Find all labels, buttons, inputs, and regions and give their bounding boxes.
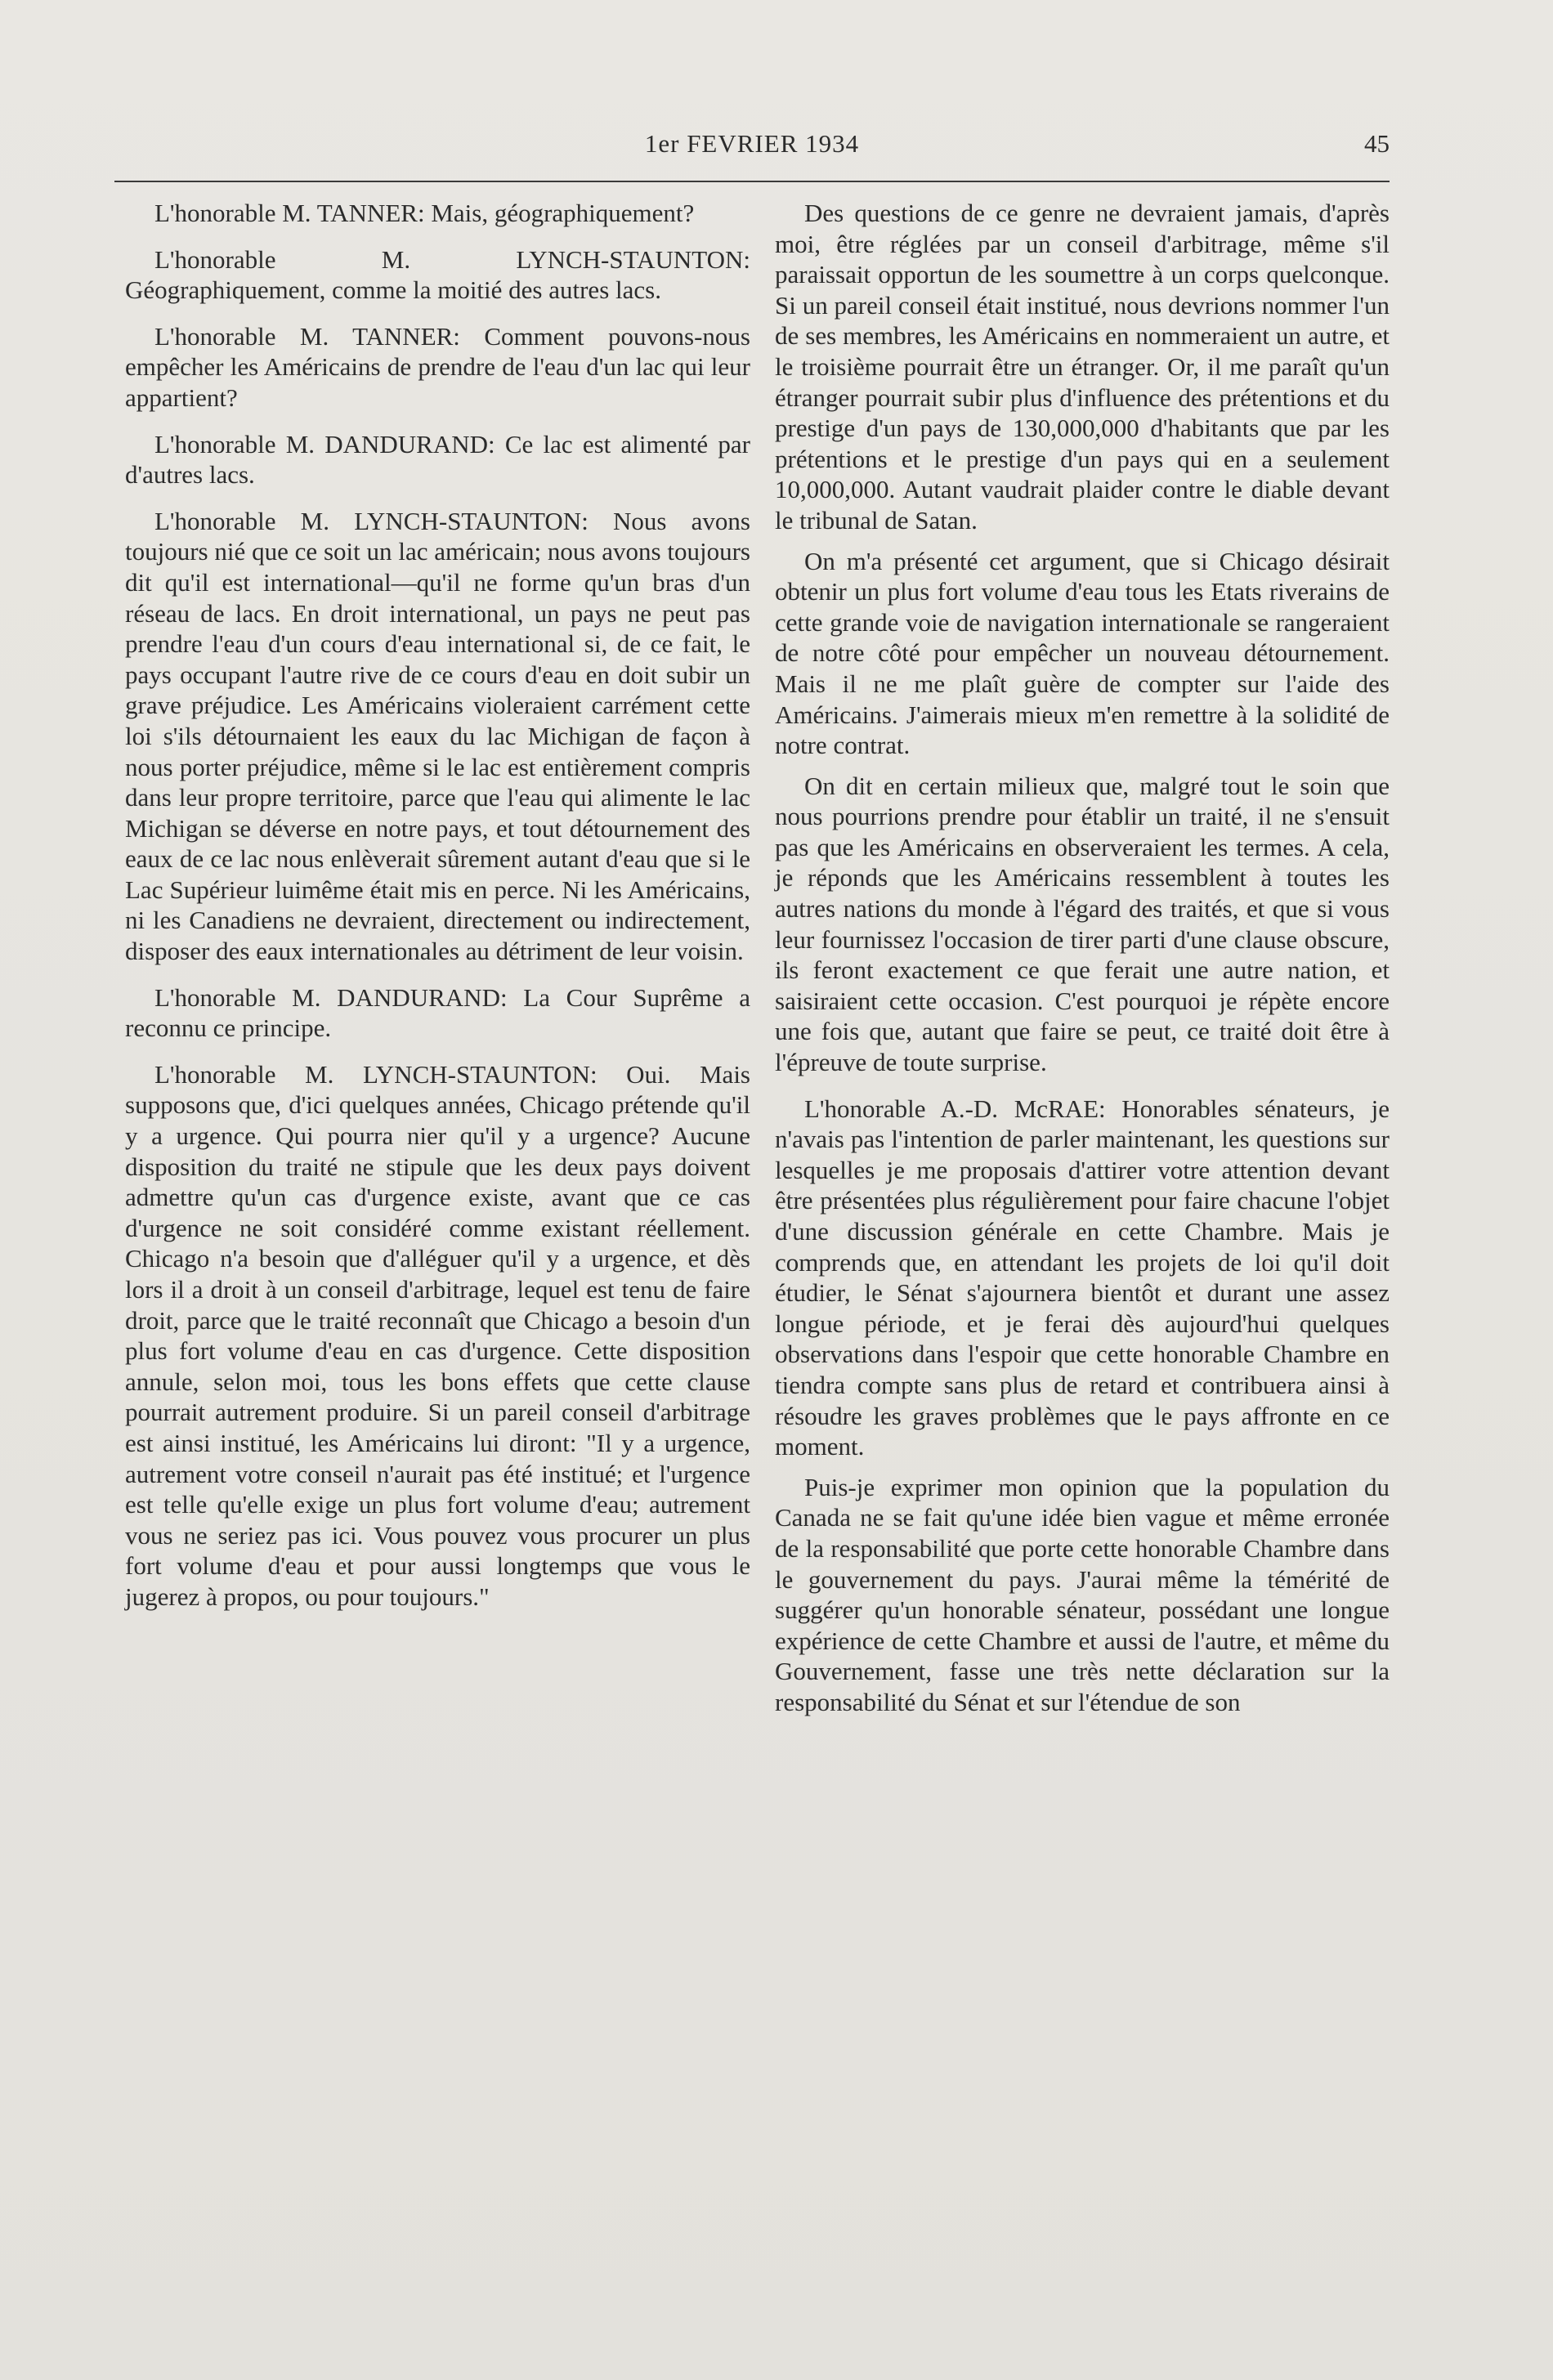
paragraph: L'honorable A.-D. McRAE: Honorables sénateurs, je n'avais pas l'intention de parler maintenant, les questions sur lesquelles je me proposais d'attirer votre attention devant être présentées plus régulièrement pour faire chacune l'objet d'une discussion générale en cette Chambre. Mais je comprends que, en attendant les projets de loi qu'il doit étudier, le Sénat s'ajournera bientôt et durant une assez longue période, et je ferai dès aujourd'hui quelques observations dans l'espoir que cette honorable Chambre en tiendra compte sans plus de retard et contribuera ainsi à résoudre les graves problèmes que le pays affronte en ce moment. (775, 1094, 1390, 1461)
left-column (125, 198, 750, 1613)
paragraph: On m'a présenté cet argument, que si Chicago désirait obtenir un plus fort volume d'eau tous les Etats riverains de cette grande voie de navigation internationale se rangeraient de notre côté pour empêcher un nouveau détournement. Mais il ne me plaît guère de compter sur l'aide des Américains. J'aimerais mieux m'en remettre à la solidité de notre contrat. (775, 546, 1390, 760)
paragraph: L'honorable M. TANNER: Comment pouvons-nous empêcher les Américains de prendre de l'eau d'un lac qui leur appartient? (125, 321, 750, 412)
paragraph: L'honorable M. TANNER: Mais, géographiquement? (154, 199, 695, 227)
paragraph: Puis-je exprimer mon opinion que la population du Canada ne se fait qu'une idée bien vague et même erronée de la responsabilité que porte cette honorable Chambre dans le gouvernement du pays. J'aurai même la témérité de suggérer qu'un honorable sénateur, possédant une longue expérience de cette Chambre et aussi de l'autre, et même du Gouvernement, fasse une très nette déclaration sur la responsabilité du Sénat et sur l'étendue de son (775, 1472, 1390, 1716)
header-date: 1er FEVRIER 1934 (644, 129, 860, 158)
paragraph: L'honorable M. LYNCH-STAUNTON: Oui. Mais supposons que, d'ici quelques années, Chicago prétende qu'il y a urgence. Qui pourra nier qu'il y a urgence? Aucune disposition du traité ne stipule que les deux pays doivent admettre qu'un cas d'urgence existe, avant que ce cas d'urgence ne soit considéré comme existant réellement. Chicago n'a besoin que d'alléguer qu'il y a urgence, et dès lors il a droit à un conseil d'arbitrage, lequel est tenu de faire droit, parce que le traité reconnaît que Chicago a besoin d'un plus fort volume d'eau en cas d'urgence. Cette disposition annule, selon moi, tous les bons effets que cette clause pourrait autrement produire. Si un pareil conseil d'arbitrage est ainsi institué, les Américains lui diront: "Il y a urgence, autrement votre conseil n'aurait pas été institué; et l'urgence est telle qu'elle exige un plus fort volume d'eau; autrement vous ne seriez pas ici. Vous pouvez vous procurer un plus fort volume d'eau et pour aussi longtemps que vous le jugerez à propos, ou pour toujours." (125, 1059, 750, 1611)
page-number: 45 (1364, 129, 1390, 158)
running-header (114, 129, 1390, 170)
paragraph: Des questions de ce genre ne devraient jamais, d'après moi, être réglées par un conseil d'arbitrage, même s'il paraissait opportun de les soumettre à un corps quelconque. Si un pareil conseil était institué, nous devrions nommer l'un de ses membres, les Américains en nommeraient un autre, et le troisième pourrait être un étranger. Or, il me paraît qu'un étranger pourrait subir plus d'influence des prétentions et du prestige d'un pays de 130,000,000 d'habitants que par les prétentions et le prestige d'un pays qui en a seulement 10,000,000. Autant vaudrait plaider contre le diable devant le tribunal de Satan. (775, 199, 1390, 535)
paragraph: L'honorable M. DANDURAND: Ce lac est alimenté par d'autres lacs. (125, 429, 750, 490)
paragraph: L'honorable M. LYNCH-STAUNTON: Nous avons toujours nié que ce soit un lac américain; nous avons toujours dit qu'il est international—qu'il ne forme qu'un bras d'un réseau de lacs. En droit international, un pays ne peut pas prendre l'eau d'un cours d'eau international si, de ce fait, le pays occupant l'autre rive de ce cours d'eau en doit subir un grave préjudice. Les Américains violeraient carrément cette loi s'ils détournaient les eaux du lac Michigan de façon à nous porter préjudice, même si le lac est entièrement compris dans leur propre territoire, parce que l'eau qui alimente le lac Michigan se déverse en notre pays, et tout détournement des eaux de ce lac nous enlèverait sûrement autant d'eau que si le Lac Supérieur luimême était mis en perce. Ni les Américains, ni les Canadiens ne devraient, directement ou indirectement, disposer des eaux internationales au détriment de leur voisin. (125, 506, 750, 966)
header-rule (114, 181, 1390, 182)
paragraph: L'honorable M. DANDURAND: La Cour Suprême a reconnu ce principe. (125, 982, 750, 1043)
paragraph: L'honorable M. LYNCH-STAUNTON: Géographiquement, comme la moitié des autres lacs. (125, 244, 750, 305)
paragraph: On dit en certain milieux que, malgré tout le soin que nous pourrions prendre pour établir un traité, il ne s'ensuit pas que les Américains en observeraient les termes. A cela, je réponds que les Américains ressemblent à toutes les autres nations du monde à l'égard des traités, et que si vous leur fournissez l'occasion de tirer parti d'une clause obscure, ils feront exactement ce que ferait une autre nation, et saisiraient cette occasion. C'est pourquoi je répète encore une fois que, autant que faire se peut, ce traité doit être à l'épreuve de toute surprise. (775, 771, 1390, 1077)
right-column (775, 198, 1390, 1718)
